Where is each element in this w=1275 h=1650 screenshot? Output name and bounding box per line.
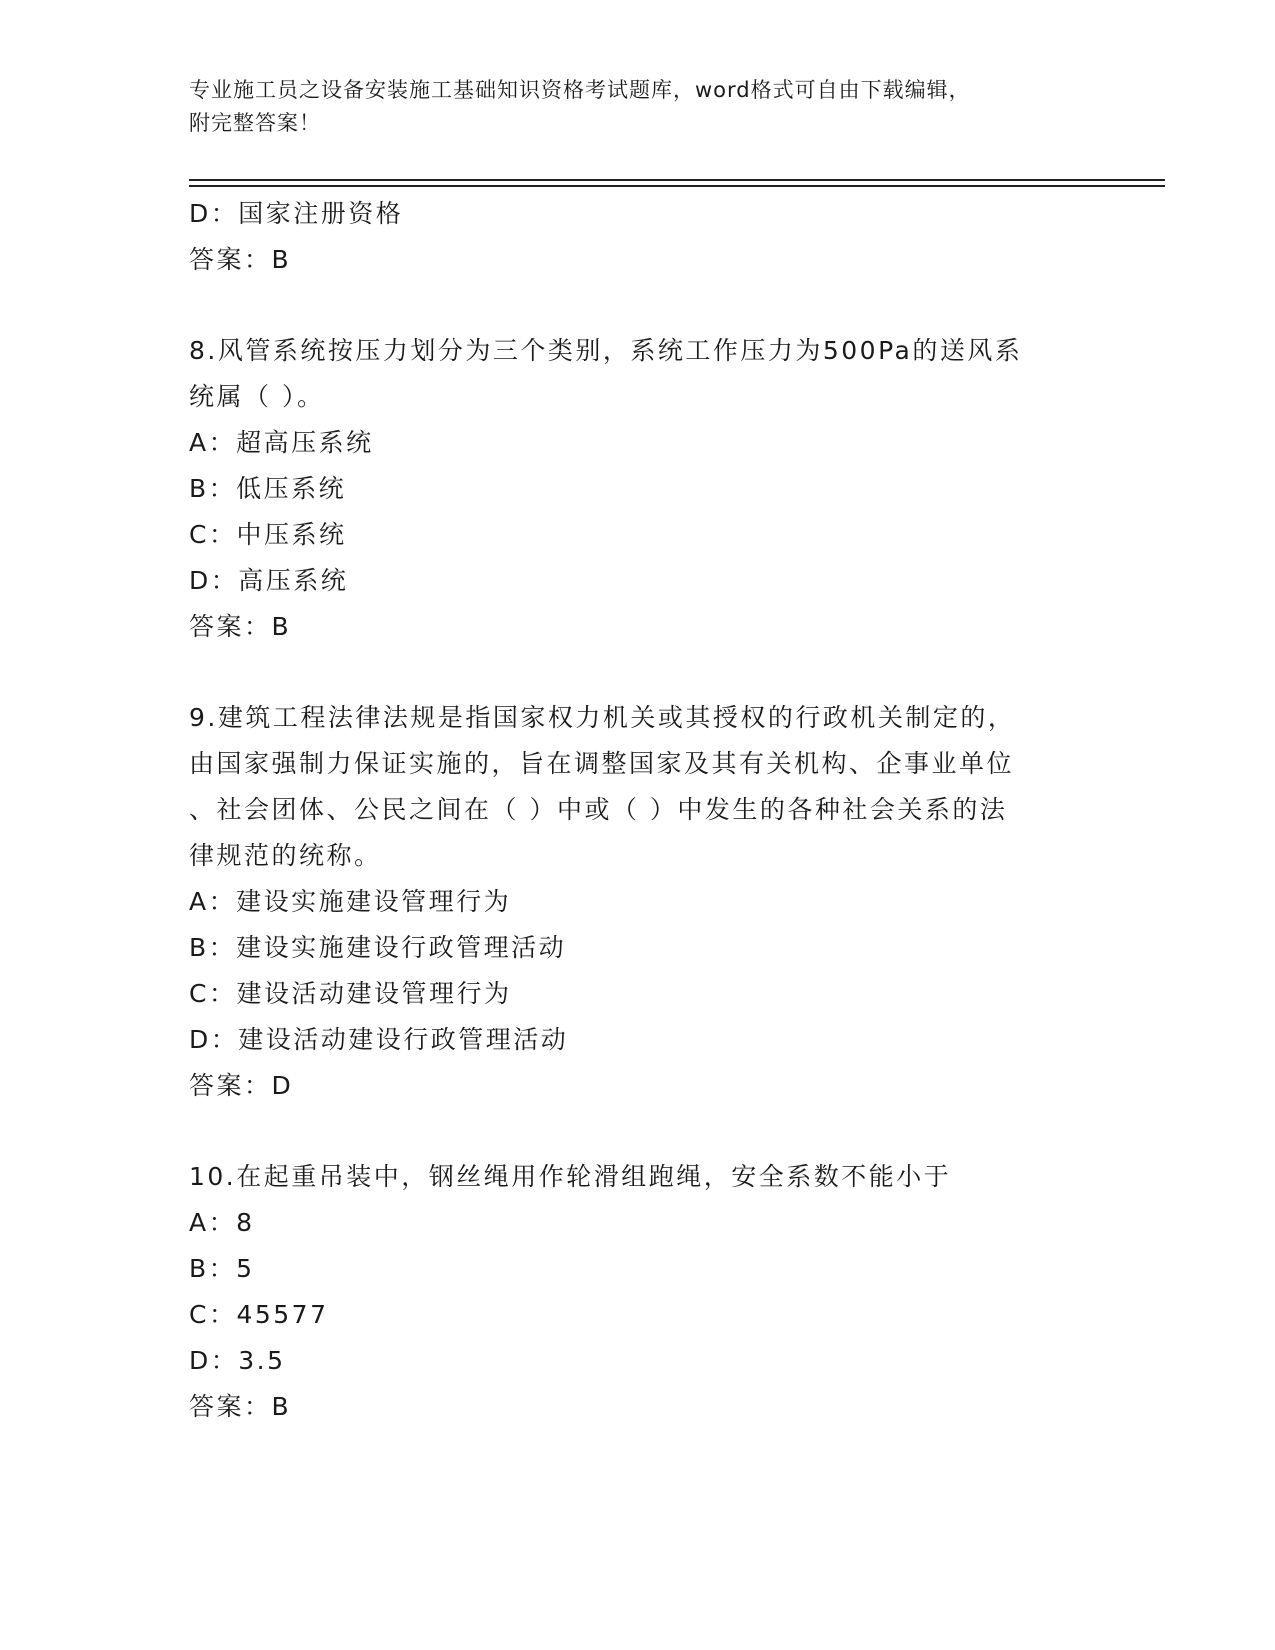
answer-line: 答案：B	[189, 612, 292, 641]
question-stem-line: 、社会团体、公民之间在（ ）中或（ ）中发生的各种社会关系的法	[189, 795, 1008, 824]
question-stem-line: 统属（ ）。	[189, 382, 325, 411]
option-d: D：3.5	[189, 1346, 286, 1375]
option-b: B：低压系统	[189, 474, 347, 503]
header-line-1: 专业施工员之设备安装施工基础知识资格考试题库，word格式可自由下载编辑，	[189, 78, 971, 102]
header-line-2: 附完整答案！	[189, 111, 321, 135]
option-c: C：45577	[189, 1300, 329, 1329]
question-stem-line: 律规范的统称。	[189, 841, 382, 870]
header-divider-top	[189, 179, 1165, 181]
option-c: C：中压系统	[189, 520, 347, 549]
option-b: B：建设实施建设行政管理活动	[189, 933, 567, 962]
header-divider-bottom	[189, 185, 1165, 187]
question-10	[189, 1154, 1089, 1430]
answer-line: 答案：B	[189, 245, 292, 274]
option-c: C：建设活动建设管理行为	[189, 979, 512, 1008]
question-stem-line: 由国家强制力保证实施的，旨在调整国家及其有关机构、企事业单位	[189, 749, 1015, 778]
question-stem-line: 8.风管系统按压力划分为三个类别，系统工作压力为500Pa的送风系	[189, 336, 1023, 365]
option-a: A：超高压系统	[189, 428, 374, 457]
option-d: D：高压系统	[189, 566, 349, 595]
question-9	[189, 695, 1089, 1109]
question-8	[189, 328, 1089, 650]
previous-question-tail	[189, 191, 1089, 283]
answer-line: 答案：D	[189, 1071, 294, 1100]
option-b: B：5	[189, 1254, 255, 1283]
document-header	[189, 74, 1089, 140]
option-a: A：建设实施建设管理行为	[189, 887, 512, 916]
option-d: D：国家注册资格	[189, 199, 404, 228]
option-d: D：建设活动建设行政管理活动	[189, 1025, 569, 1054]
answer-line: 答案：B	[189, 1392, 292, 1421]
option-a: A：8	[189, 1208, 255, 1237]
question-content	[189, 191, 1089, 1430]
question-stem-line: 9.建筑工程法律法规是指国家权力机关或其授权的行政机关制定的，	[189, 703, 1016, 732]
question-stem-line: 10.在起重吊装中，钢丝绳用作轮滑组跑绳，安全系数不能小于	[189, 1162, 952, 1191]
